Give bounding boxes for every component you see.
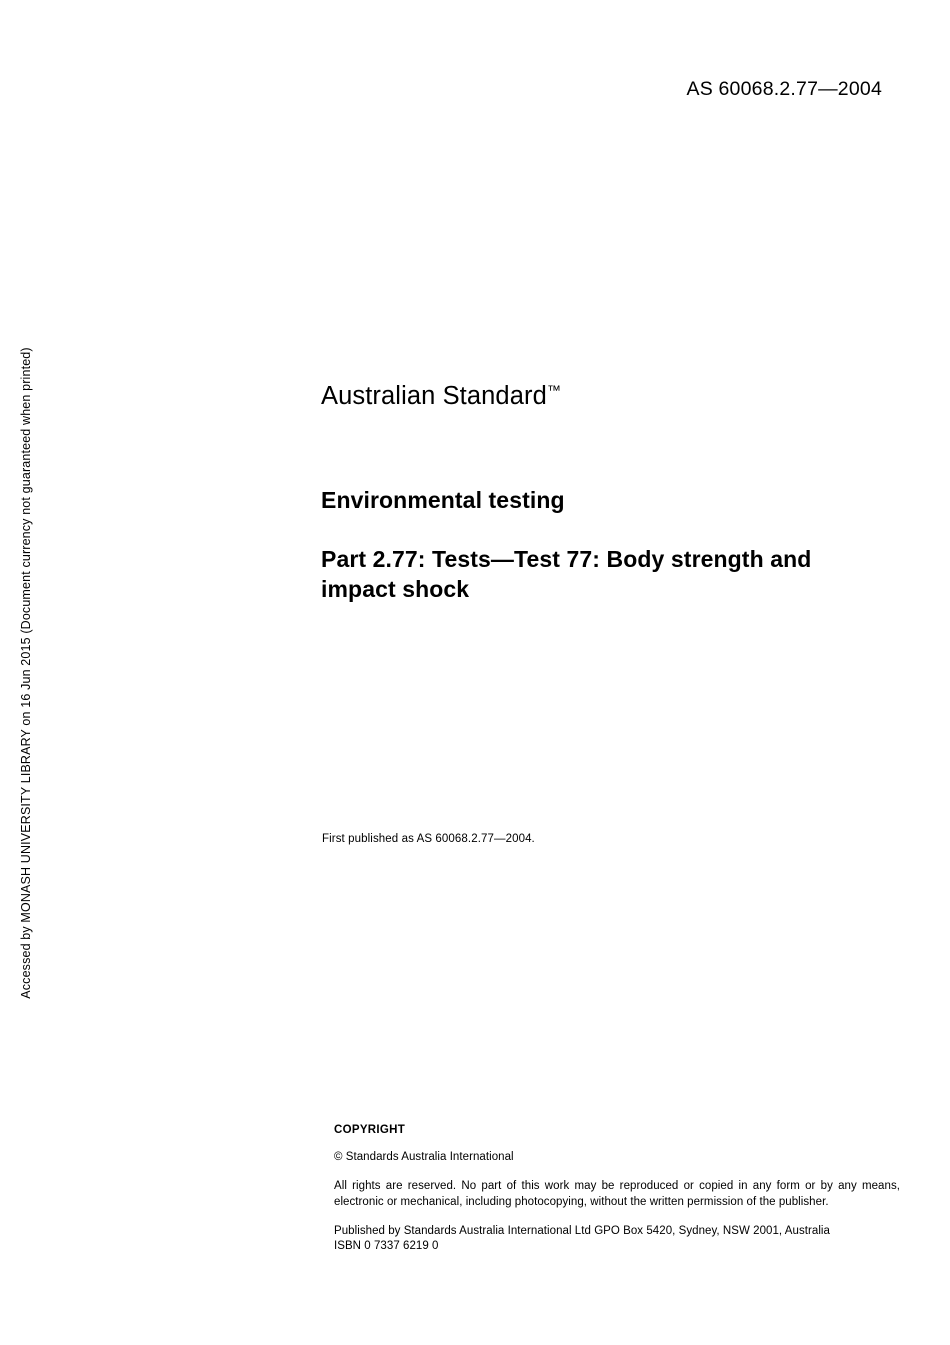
copyright-heading: COPYRIGHT xyxy=(334,1124,406,1136)
subject-title: Environmental testing xyxy=(321,487,565,514)
copyright-owner: © Standards Australia International xyxy=(334,1151,514,1163)
copyright-block xyxy=(334,1124,900,1252)
publisher-text: Published by Standards Australia International Ltd GPO Box 5420, Sydney, NSW 2001, Australia xyxy=(334,1225,830,1238)
isbn-text: ISBN 0 7337 6219 0 xyxy=(334,1239,439,1252)
trademark-symbol: ™ xyxy=(546,382,561,398)
title-block xyxy=(321,382,901,605)
first-published-note: First published as AS 60068.2.77—2004. xyxy=(322,833,535,845)
part-title: Part 2.77: Tests—Test 77: Body strength and impact shock xyxy=(321,545,812,603)
standard-label: Australian Standard xyxy=(321,382,547,410)
access-watermark xyxy=(6,0,46,1345)
rights-reserved-text: All rights are reserved. No part of this work may be reproduced or copied in any form or by any means, electronic or mechanical, including photocopying, without the written permission of the publisher. xyxy=(334,1179,900,1209)
access-watermark-text: Accessed by MONASH UNIVERSITY LIBRARY on 16 Jun 2015 (Document currency not guaranteed when printed) xyxy=(19,346,33,999)
standard-number: AS 60068.2.77—2004 xyxy=(686,78,882,100)
page-title xyxy=(321,382,901,411)
